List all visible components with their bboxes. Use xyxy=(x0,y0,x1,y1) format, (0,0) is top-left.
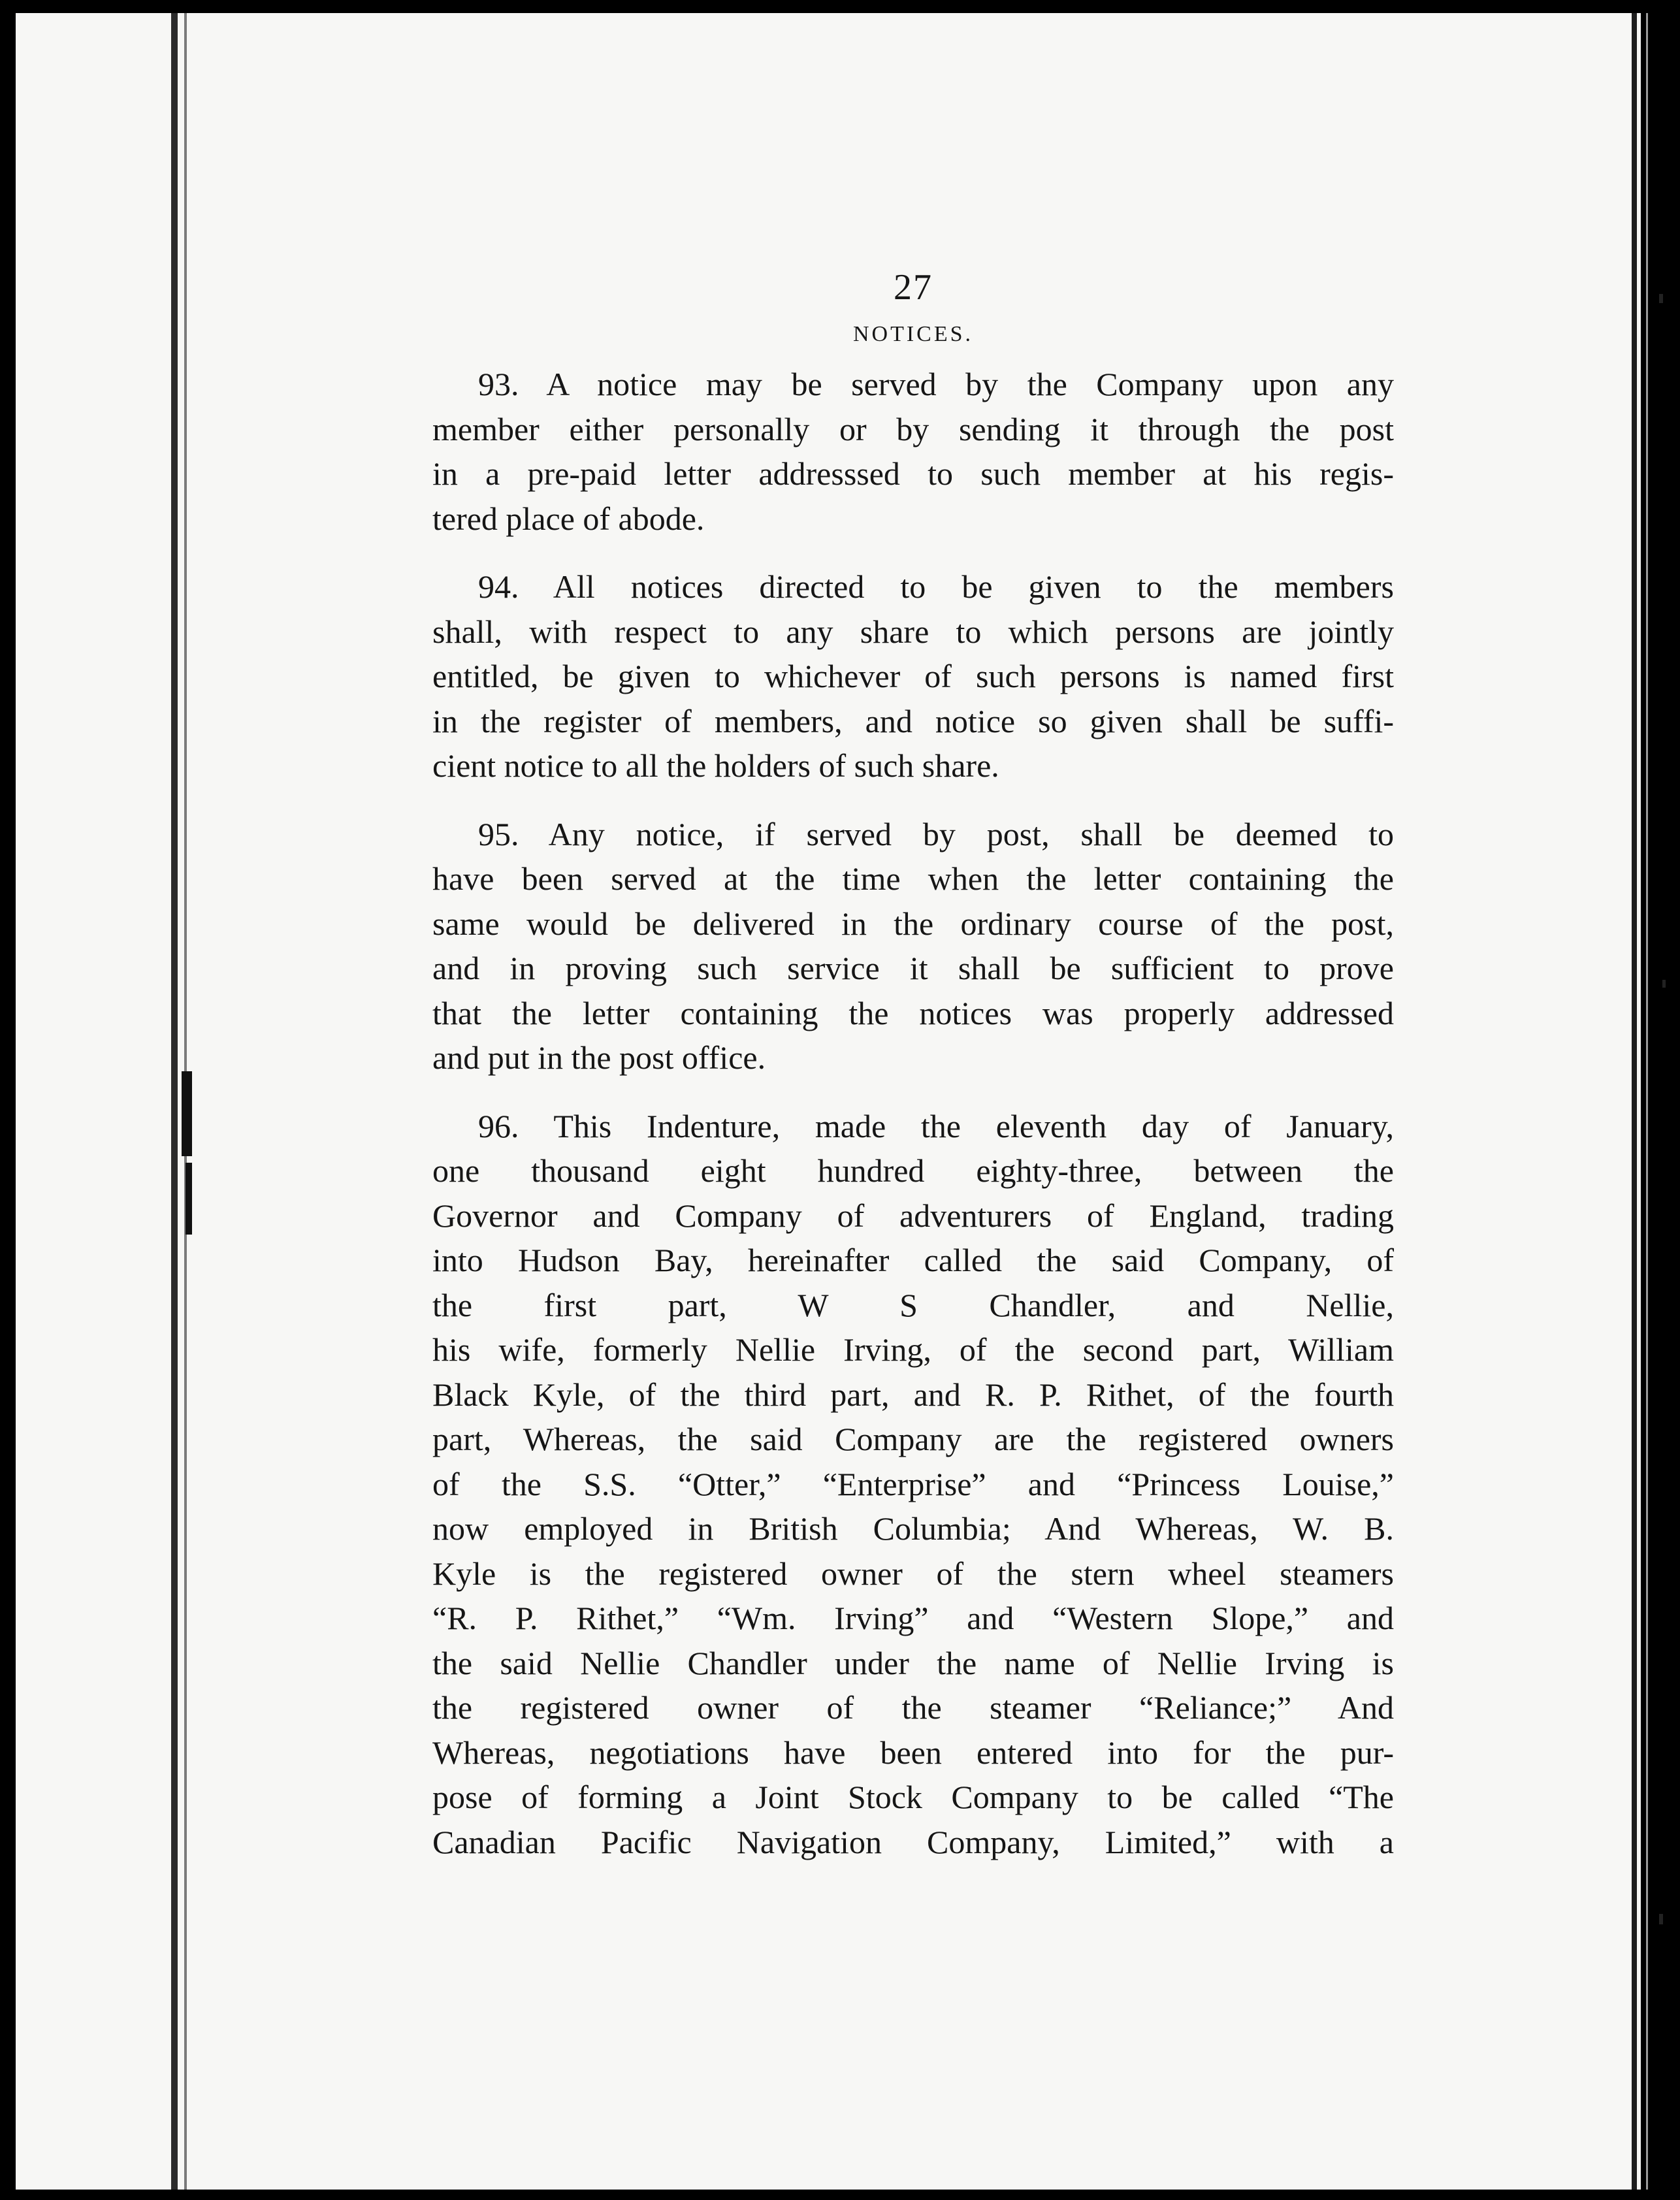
paragraph-96 xyxy=(432,1104,1394,1865)
paragraph-line: of the S.S. “Otter,” “Enterprise” and “Princess Louise,” xyxy=(432,1465,1394,1502)
paragraph-line: one thousand eight hundred eighty-three, between the xyxy=(432,1152,1394,1189)
paragraph-line: now employed in British Columbia; And Whereas, W. B. xyxy=(432,1510,1394,1547)
paragraph-line: and in proving such service it shall be sufficient to prove xyxy=(432,950,1394,986)
paragraph-line: 94. All notices directed to be given to the members xyxy=(478,568,1394,605)
paragraph-line: Governor and Company of adventurers of England, trading xyxy=(432,1197,1394,1234)
paragraph-line: Kyle is the registered owner of the stern wheel steamers xyxy=(432,1555,1394,1592)
page-right-edge xyxy=(1632,13,1637,2190)
paragraph-line: 93. A notice may be served by the Company upon any xyxy=(478,366,1394,402)
page-right-edge-line xyxy=(1646,13,1648,2190)
paragraph-line: the registered owner of the steamer “Reliance;” And xyxy=(432,1689,1394,1726)
paragraph-93 xyxy=(432,362,1394,541)
paragraph-line: that the letter containing the notices was properly addressed xyxy=(432,994,1394,1031)
paragraph-line: his wife, formerly Nellie Irving, of the second part, William xyxy=(432,1331,1394,1368)
paragraph-line: the said Nellie Chandler under the name of Nellie Irving is xyxy=(432,1644,1394,1681)
paragraph-line: into Hudson Bay, hereinafter called the said Company, of xyxy=(432,1242,1394,1278)
gutter-mark xyxy=(182,1071,192,1156)
paragraph-line: “R. P. Rithet,” “Wm. Irving” and “Western Slope,” and xyxy=(432,1600,1394,1636)
paragraph-line: part, Whereas, the said Company are the registered owners xyxy=(432,1421,1394,1457)
paragraph-95 xyxy=(432,812,1394,1080)
paragraph-line: entitled, be given to whichever of such persons is named first xyxy=(432,658,1394,694)
paragraph-line: in a pre-paid letter addresssed to such member at his regis- xyxy=(432,455,1394,492)
paragraph-line: cient notice to all the holders of such share. xyxy=(432,747,999,784)
paragraph-line: same would be delivered in the ordinary course of the post, xyxy=(432,905,1394,942)
paragraph-line: the first part, W S Chandler, and Nellie, xyxy=(432,1286,1394,1323)
paragraph-line: have been served at the time when the letter containing the xyxy=(432,860,1394,897)
paragraph-line: Black Kyle, of the third part, and R. P. Rithet, of the fourth xyxy=(432,1376,1394,1413)
page-number: 27 xyxy=(894,267,933,308)
scan-speck xyxy=(1662,980,1666,988)
section-heading: NOTICES. xyxy=(852,322,974,346)
paragraph-line: shall, with respect to any share to which persons are jointly xyxy=(432,613,1394,650)
binding-gutter-shadow xyxy=(171,13,178,2190)
page-text xyxy=(432,261,1394,1888)
paragraph-line: and put in the post office. xyxy=(432,1039,766,1076)
paragraph-line: in the register of members, and notice so given shall be suffi- xyxy=(432,702,1394,739)
scan-speck xyxy=(1659,1914,1663,1924)
paragraph-line: Canadian Pacific Navigation Company, Limited,” with a xyxy=(432,1823,1394,1860)
paragraph-line: pose of forming a Joint Stock Company to be called “The xyxy=(432,1779,1394,1815)
paragraph-line: 95. Any notice, if served by post, shall be deemed to xyxy=(478,815,1394,852)
scan-speck xyxy=(1659,294,1663,303)
paragraph-94 xyxy=(432,564,1394,788)
paragraph-line: Whereas, negotiations have been entered into for the pur- xyxy=(432,1734,1394,1771)
paragraph-line: member either personally or by sending it through the post xyxy=(432,410,1394,447)
gutter-mark xyxy=(186,1163,192,1235)
paragraph-line: 96. This Indenture, made the eleventh day of January, xyxy=(478,1107,1394,1144)
paragraph-line: tered place of abode. xyxy=(432,500,705,537)
